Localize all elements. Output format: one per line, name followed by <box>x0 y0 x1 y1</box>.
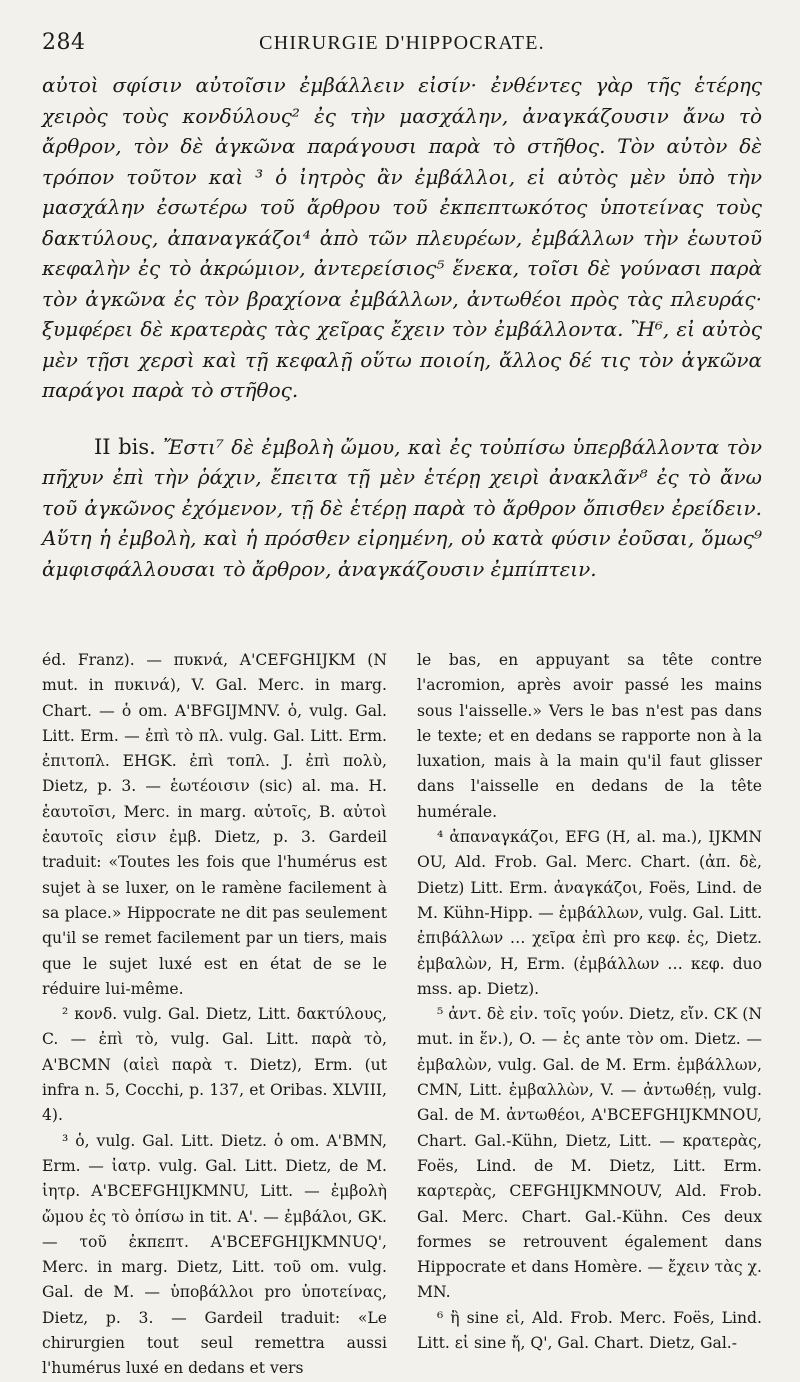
footnote: ⁴ ἀπαναγκάζοι, EFG (H, al. ma.), IJKMN OU, Ald. Frob. Gal. Merc. Chart. (ἀπ. δὲ, Dietz) Litt. Erm. ἀναγκάζοι, Foës, Lind. de M. Kühn-Hipp. — ἐμβάλλων, vulg. Gal. Litt. ἐπιβάλλων … χεῖρα ἐπὶ pro κεφ. ἐς, Dietz. ἐμβαλὼν, H, Erm. (ἐμβάλλων … κεφ. duo mss. ap. Dietz). <box>417 828 762 998</box>
footnote: ⁶ ἢ sine εἰ, Ald. Frob. Merc. Foës, Lind. Litt. εἰ sine ἤ, Q', Gal. Chart. Dietz, Gal.- <box>417 1308 762 1353</box>
footnote: ⁵ ἀντ. δὲ εἰν. τοῖς γούν. Dietz, εἴν. CK (N mut. in ἕν.), O. — ἐς ante τὸν om. Dietz. — ἐμβαλὼν, vulg. Gal. de M. Erm. ἐμβάλλων, CMN, Litt. ἐμβαλλὼν, V. — ἀντωθέῃ, vulg. Gal. de M. ἀντωθέοι, A'BCEFGHIJKMNOU, Chart. Gal.-Kühn, Dietz, Litt. — κρατερὰς, Foës, Lind. de M. Dietz, Litt. Erm. καρτερὰς, CEFGHIJKMNOUV, Ald. Frob. Gal. Merc. Chart. Gal.-Kühn. Ces deux formes se retrouvent également dans Hippocrate et dans Homère. — ἔχειν τὰς χ. MN. <box>417 1005 762 1302</box>
footnote: ³ ὁ, vulg. Gal. Litt. Dietz. ὁ om. A'BMN, Erm. — ἰατρ. vulg. Gal. Litt. Dietz, de M. ἰητρ. A'BCEFGHIJKMNU, Litt. — ἐμβολὴ ὤμου ἐς τὸ ὀπίσω in tit. A'. — ἐμβάλοι, GK. — τοῦ ἐκπεπτ. A'BCEFGHIJKMNUQ', Merc. in marg. Dietz, Litt. τοῦ om. vulg. Gal. de M. — ὑποβάλλοι pro ὑποτείνας, Dietz, p. 3. — Gardeil traduit: «Le chirurgien tout seul remettra aussi l'humérus luxé en dedans et vers <box>42 1131 387 1378</box>
greek-paragraph-2 <box>42 432 762 585</box>
footnote: éd. Franz). — πυκνά, A'CEFGHIJKM (N mut. in πυκινά), V. Gal. Merc. in marg. Chart. — ὁ om. A'BFGIJMNV. ὁ, vulg. Gal. Litt. Erm. — ἐπὶ τὸ πλ. vulg. Gal. Litt. Erm. ἐπιτοπλ. EHGK. ἐπὶ τοπλ. J. ἐπὶ πολὺ, Dietz, p. 3. — ἑωτέοισιν (sic) al. ma. H. ἑαυτοῖσι, Merc. in marg. αὐτοῖς, B. αὐτοὶ ἑαυτοῖς εἰσιν ἐμβ. Dietz, p. 3. Gardeil traduit: «Toutes les fois que l'humérus est sujet à se luxer, on le ramène facilement à sa place.» Hippocrate ne dit pas seulement qu'il se remet facilement par un tiers, mais que le sujet luxé est en état de se le réduire lui-même. <box>42 651 387 998</box>
page-header <box>42 30 762 60</box>
running-title: CHIRURGIE D'HIPPOCRATE. <box>259 32 545 54</box>
footnotes <box>42 648 762 1378</box>
greek-paragraph-1: αὐτοὶ σφίσιν αὐτοῖσιν ἐμβάλλειν εἰσίν· ἐνθέντες γὰρ τῆς ἑτέρης χειρὸς τοὺς κονδύλους² ἐς τὴν μασχάλην, ἀναγκάζουσιν ἄνω τὸ ἄρθρον, τὸν δὲ ἀγκῶνα παράγουσι παρὰ τὸ στῆθος. Τὸν αὐτὸν δὲ τρόπον τοῦτον καὶ ³ ὁ ἰητρὸς ἂν ἐμβάλλοι, εἰ αὐτὸς μὲν ὑπὸ τὴν μασχάλην ἐσωτέρω τοῦ ἄρθρου τοῦ ἐκπεπτωκότος ὑποτείνας τοὺς δακτύλους, ἀπαναγκάζοι⁴ ἀπὸ τῶν πλευρέων, ἐμβάλλων τὴν ἑωυτοῦ κεφαλὴν ἐς τὸ ἀκρώμιον, ἀντερείσιος⁵ ἕνεκα, τοῖσι δὲ γούνασι παρὰ τὸν ἀγκῶνα ἐς τὸν βραχίονα ἐμβάλλων, ἀντωθέοι πρὸς τὰς πλευράς· ξυμφέρει δὲ κρατερὰς τὰς χεῖρας ἔχειν τὸν ἐμβάλλοντα. Ἢ⁶, εἰ αὐτὸς μὲν τῇσι χερσὶ καὶ τῇ κεφαλῇ οὕτω ποιοίη, ἄλλος δέ τις τὸν ἀγκῶνα παράγοι παρὰ τὸ στῆθος. <box>42 73 762 402</box>
section-label: II bis. <box>94 434 156 459</box>
greek-paragraph-2-text: Ἔστι⁷ δὲ ἐμβολὴ ὤμου, καὶ ἐς τοὐπίσω ὑπερβάλλοντα τὸν πῆχυν ἐπὶ τὴν ῥάχιν, ἔπειτα τῇ μὲν ἑτέρῃ χειρὶ ἀνακλᾶν⁸ ἐς τὸ ἄνω τοῦ ἀγκῶνος ἐχόμενον, τῇ δὲ ἑτέρῃ παρὰ τὸ ἄρθρον ὄπισθεν ἐρείδειν. Αὕτη ἡ ἐμβολὴ, καὶ ἡ πρόσθεν εἰρημένη, οὐ κατὰ φύσιν ἐοῦσαι, ὅμως⁹ ἀμφισφάλλουσαι τὸ ἄρθρον, ἀναγκάζουσιν ἐμπίπτειν. <box>42 434 762 581</box>
footnote: le bas, en appuyant sa tête contre l'acromion, après avoir passé les mains sous l'aisselle.» Vers le bas n'est pas dans le texte; et en dedans se rapporte non à la luxation, mais à la main qu'il faut glisser dans l'aisselle en dedans de la tête humérale. <box>417 651 762 821</box>
footnote: ² κονδ. vulg. Gal. Dietz, Litt. δακτύλους, C. — ἐπὶ τὸ, vulg. Gal. Litt. παρὰ τὸ, A'BCMN (αἰεὶ παρὰ τ. Dietz), Erm. (ut infra n. 5, Cocchi, p. 137, et Oribas. XLVIII, 4). <box>42 1005 387 1125</box>
page-number: 284 <box>42 30 86 55</box>
footnotes-left-column <box>42 648 387 1378</box>
greek-main-text <box>42 70 762 584</box>
footnotes-right-column <box>417 648 762 1353</box>
